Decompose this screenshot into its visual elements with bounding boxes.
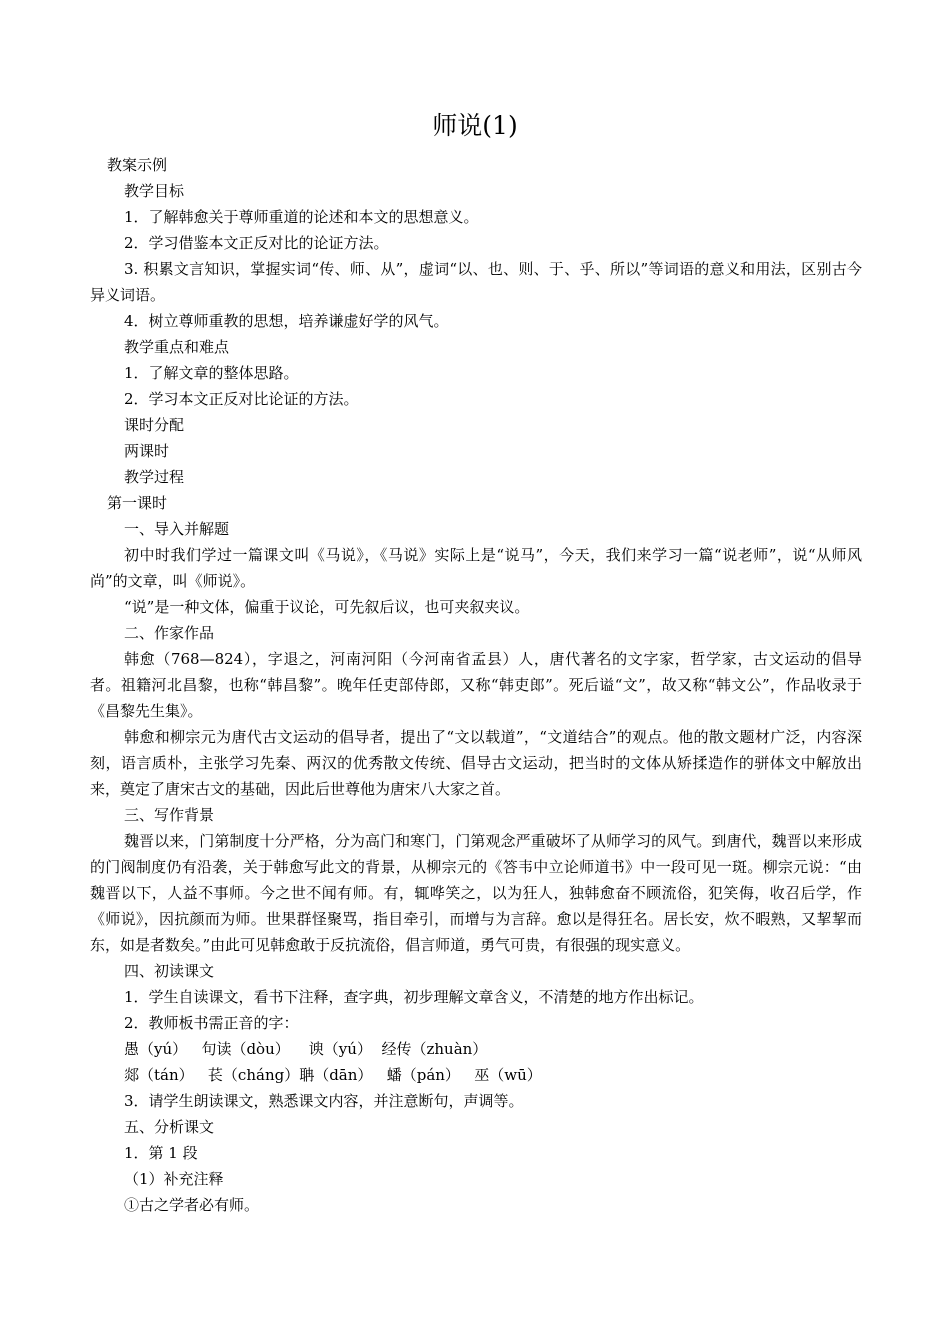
paragraph: 两课时 (124, 442, 170, 460)
document-body (90, 152, 862, 1218)
list-item: 1．了解韩愈关于尊师重道的论述和本文的思想意义。 (124, 208, 479, 226)
section-heading: 教案示例 (107, 156, 168, 174)
subsection-heading: 四、初读课文 (124, 962, 215, 980)
subsection-heading: 课时分配 (124, 416, 185, 434)
subsection-heading: 三、写作背景 (124, 806, 215, 824)
list-item: 1．学生自读课文，看书下注释，查字典，初步理解文章含义，不清楚的地方作出标记。 (124, 988, 704, 1006)
subsection-heading: 二、作家作品 (124, 624, 215, 642)
list-item: 1．了解文章的整体思路。 (124, 364, 299, 382)
paragraph: 魏晋以来，门第制度十分严格，分为高门和寒门，门第观念严重破坏了从师学习的风气。到唐代，魏晋以来形成的门阀制度仍有沿袭，关于韩愈写此文的背景，从柳宗元的《答韦中立论师道书》中一段可见一斑。柳宗元说：“由魏晋以下，人益不事师。今之世不闻有师。有，辄哗笑之，以为狂人，独韩愈奋不顾流俗，犯笑侮，收召后学，作《师说》，因抗颜而为师。世果群怪聚骂，指目牵引，而增与为言辞。愈以是得狂名。居长安，炊不暇熟，又挈挈而东，如是者数矣。”由此可见韩愈敢于反抗流俗，倡言师道，勇气可贵，有很强的现实意义。 (90, 832, 862, 954)
list-item: ①古之学者必有师。 (124, 1196, 260, 1214)
list-item: 4．树立尊师重教的思想，培养谦虚好学的风气。 (124, 312, 449, 330)
subsection-heading: 教学过程 (124, 468, 185, 486)
subsection-heading: 教学重点和难点 (124, 338, 230, 356)
pinyin-line: 郯（tán） 苌（cháng）聃（dān） 蟠（pán） 巫（wū） (124, 1066, 542, 1084)
list-item: （1）补充注释 (124, 1170, 224, 1188)
list-item: 1．第 1 段 (124, 1144, 198, 1162)
subsection-heading: 五、分析课文 (124, 1118, 215, 1136)
list-item: 2．学习本文正反对比论证的方法。 (124, 390, 359, 408)
subsection-heading: 教学目标 (124, 182, 185, 200)
subsection-heading: 一、导入并解题 (124, 520, 230, 538)
document-title: 师说(1) (432, 111, 518, 140)
pinyin-line: 愚（yú） 句读（dòu） 谀（yú） 经传（zhuàn） (124, 1040, 488, 1058)
paragraph: “说”是一种文体，偏重于议论，可先叙后议，也可夹叙夹议。 (124, 598, 530, 616)
list-item: 3．请学生朗读课文，熟悉课文内容，并注意断句，声调等。 (124, 1092, 524, 1110)
section-heading: 第一课时 (107, 494, 168, 512)
list-item: 3. 积累文言知识，掌握实词“传、师、从”，虚词“以、也、则、于、乎、所以”等词语的意义和用法，区别古今异义词语。 (90, 260, 862, 304)
paragraph: 初中时我们学过一篇课文叫《马说》，《马说》实际上是“说马”，今天，我们来学习一篇“说老师”，说“从师风尚”的文章，叫《师说》。 (90, 546, 862, 590)
paragraph: 韩愈和柳宗元为唐代古文运动的倡导者，提出了“文以载道”，“文道结合”的观点。他的散文题材广泛，内容深刻，语言质朴，主张学习先秦、两汉的优秀散文传统、倡导古文运动，把当时的文体从矫揉造作的骈体文中解放出来，奠定了唐宋古文的基础，因此后世尊他为唐宋八大家之首。 (90, 728, 862, 798)
paragraph: 韩愈（768—824），字退之，河南河阳（今河南省孟县）人，唐代著名的文字家，哲学家，古文运动的倡导者。祖籍河北昌黎，也称“韩昌黎”。晚年任吏部侍郎，又称“韩吏郎”。死后谥“文”，故又称“韩文公”，作品收录于《昌黎先生集》。 (90, 650, 862, 720)
list-item: 2．学习借鉴本文正反对比的论证方法。 (124, 234, 389, 252)
list-item: 2．教师板书需正音的字： (124, 1014, 299, 1032)
